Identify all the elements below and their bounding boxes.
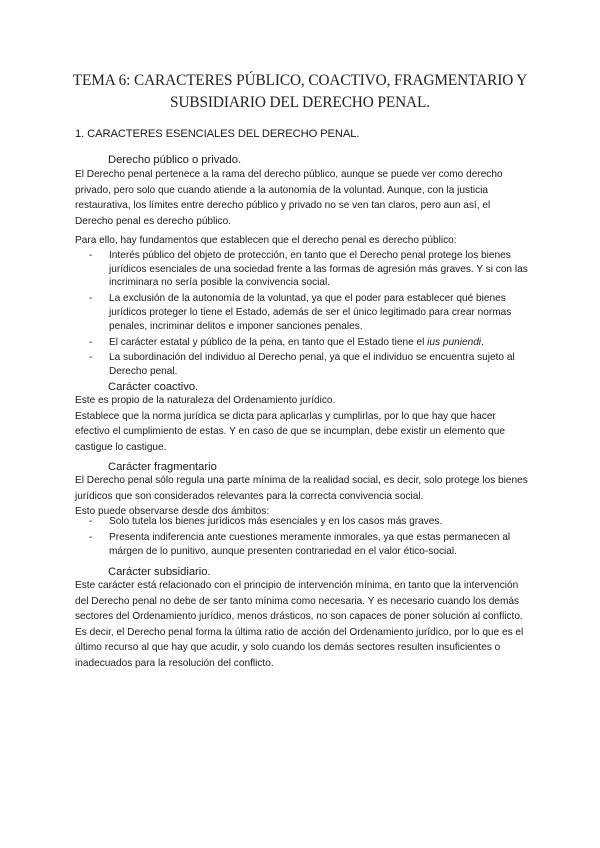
text-line: penales, incriminar delitos e imponer sanciones penales.	[109, 320, 363, 332]
list-ambitos	[75, 515, 535, 560]
paragraph-subsidiario	[75, 578, 530, 672]
subheading-coactivo: Carácter coactivo.	[108, 381, 199, 393]
text-line: jurídicos proteger lo tiene el Estado, además de ser el único legitimado para crear normas	[109, 307, 512, 318]
text-line: inadecuados para la resolución del conflicto.	[75, 657, 274, 669]
paragraph-publico	[75, 167, 530, 229]
text-line: Solo tutela los bienes jurídicos más esenciales y en los casos más graves.	[109, 516, 443, 527]
list-fundamentos	[75, 249, 535, 381]
text-line: Establece que la norma jurídica se dicta para aplicarlas y cumplirlas, por lo que hay que hacer	[75, 410, 496, 422]
text-line: Interés público del objeto de protección, en tanto que el Derecho penal protege los bienes	[109, 250, 511, 261]
list-item	[75, 515, 535, 529]
paragraph-fundamentos	[75, 233, 530, 249]
title-line-1: TEMA 6: CARACTERES PÚBLICO, COACTIVO, FRAGMENTARIO Y	[72, 72, 528, 89]
text-line: Este carácter está relacionado con el principio de intervención mínima, en tanto que la intervención	[75, 580, 519, 591]
text-line: La exclusión de la autonomía de la voluntad, ya que el poder para establecer qué bienes	[109, 293, 506, 305]
list-item	[75, 531, 535, 558]
subheading-publico: Derecho público o privado.	[108, 154, 242, 166]
text-line: incriminara no sería posible la convivencia social.	[109, 277, 331, 289]
text-line: privado, pero solo que cuando atiende a la autonomía de la voluntad. Aunque, con la justicia	[75, 184, 489, 196]
text-line: márgen de lo punitivo, aunque presenten contrariedad en el valor ético-social.	[109, 545, 457, 557]
text-line: Para ello, hay fundamentos que establecen que el derecho penal es derecho público:	[75, 235, 457, 246]
document-title	[60, 70, 540, 114]
section-heading: 1. CARACTERES ESENCIALES DEL DERECHO PENAL.	[75, 128, 360, 140]
text-line: El Derecho penal sólo regula una parte mínima de la realidad social, es decir, solo protege los bienes	[75, 475, 528, 486]
text-line: Este es propio de la naturaleza del Ordenamiento jurídico.	[75, 395, 336, 406]
text-fragment: .	[481, 336, 484, 348]
italic-term: ius puniendi	[427, 336, 482, 348]
text-line: castigue lo castigue.	[75, 441, 167, 453]
text-line: jurídicos que son considerados relevantes para la correcta convivencia social.	[75, 490, 424, 502]
list-item	[75, 336, 535, 350]
text-line: La subordinación del individuo al Derecho penal, ya que el individuo se encuentra sujeto al	[109, 352, 515, 364]
subheading-fragmentario: Carácter fragmentario	[108, 461, 217, 473]
text-line: restaurativa, los límites entre derecho público y privado no se ven tan claros, pero aun así, el	[75, 200, 491, 212]
text-line: Presenta indiferencia ante cuestiones meramente inmorales, ya que estas permanecen al	[109, 531, 511, 543]
paragraph-coactivo	[75, 393, 530, 455]
bullet-dash: -	[89, 336, 93, 348]
text-line: sectores del Ordenamiento jurídico, menos drásticos, no son capaces de poner solución al conflicto.	[75, 611, 523, 623]
bullet-dash: -	[89, 293, 93, 305]
text-line: Esto puede observarse desde dos ámbitos:	[75, 506, 270, 518]
list-item	[75, 249, 535, 290]
text-line: último recurso al que hay que acudir, y solo cuando los demás sectores resulten insuficientes o	[75, 642, 501, 654]
text-fragment: El carácter estatal y público de la pena, en tanto que el Estado tiene el	[109, 336, 425, 348]
bullet-dash: -	[89, 516, 93, 527]
title-line-2: SUBSIDIARIO DEL DERECHO PENAL.	[170, 94, 430, 111]
text-line: del Derecho penal no debe de ser tanto mínima como necesaria. Y es necesario cuando los demás	[75, 595, 520, 607]
list-item	[75, 351, 535, 378]
text-line: Derecho penal es derecho público.	[75, 215, 231, 227]
text-line: Es decir, el Derecho penal forma la última ratio de acción del Ordenamiento jurídico, por lo que es el	[75, 626, 524, 638]
bullet-dash: -	[89, 352, 93, 364]
text-line: efectivo el cumplimiento de estas. Y en caso de que se incumplan, debe existir un elemento que	[75, 426, 505, 438]
subheading-subsidiario: Carácter subsidiario.	[108, 566, 211, 578]
text-line: El Derecho penal pertenece a la rama del derecho público, aunque se puede ver como derecho	[75, 169, 503, 180]
list-item	[75, 292, 535, 333]
bullet-dash: -	[89, 531, 93, 543]
bullet-dash: -	[89, 250, 93, 261]
text-line	[109, 336, 535, 350]
text-line: jurídicos esenciales de una sociedad frente a las formas de agresión más graves. Y si con las	[109, 263, 528, 275]
paragraph-fragmentario	[75, 473, 530, 520]
text-line: Derecho penal.	[109, 366, 178, 378]
